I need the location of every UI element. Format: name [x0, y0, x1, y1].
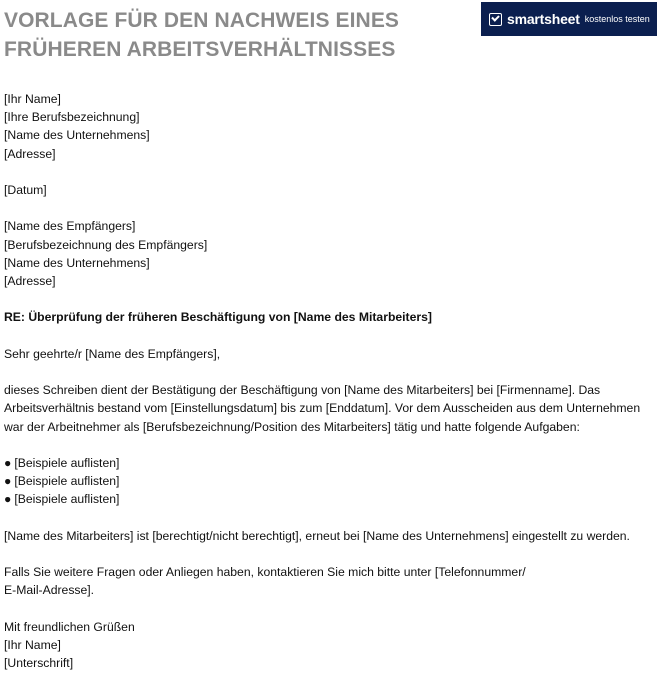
subject-line: RE: Überprüfung der früheren Beschäftigung von [Name des Mitarbeiters]: [4, 310, 432, 325]
list-item: [4, 472, 654, 490]
bullet-icon: ●: [4, 492, 12, 507]
recipient-job-title: [Berufsbezeichnung des Empfängers]: [4, 237, 208, 252]
duties-list: [4, 454, 654, 509]
body-line-3: war der Arbeitnehmer als [Berufsbezeichnung/Position des Mitarbeiters] tätig und hatte folgende Aufgaben:: [4, 419, 580, 434]
document-title: [4, 6, 474, 64]
recipient-company: [Name des Unternehmens]: [4, 255, 150, 270]
list-item-text: [Beispiele auflisten]: [14, 455, 120, 470]
body-paragraph: [4, 381, 654, 436]
signature-placeholder: [Unterschrift]: [4, 656, 74, 671]
sender-company: [Name des Unternehmens]: [4, 128, 150, 143]
list-item: [4, 490, 654, 508]
list-item-text: [Beispiele auflisten]: [14, 474, 120, 489]
sender-job-title: [Ihre Berufsbezeichnung]: [4, 110, 140, 125]
sender-block: [4, 90, 654, 163]
smartsheet-banner[interactable]: [481, 2, 657, 36]
salutation: Sehr geehrte/r [Name des Empfängers],: [4, 346, 221, 361]
title-line-2: FRÜHEREN ARBEITSVERHÄLTNISSES: [4, 38, 396, 61]
bullet-icon: ●: [4, 455, 12, 470]
letter-date: [Datum]: [4, 183, 47, 197]
rehire-statement: [Name des Mitarbeiters] ist [berechtigt/nicht berechtigt], erneut bei [Name des Unternehmens] eingestellt zu werden.: [4, 528, 630, 543]
recipient-block: [4, 217, 654, 290]
closing-block: [4, 618, 654, 673]
list-item-text: [Beispiele auflisten]: [14, 492, 120, 507]
smartsheet-logo-icon: [489, 13, 502, 26]
body-line-2: Arbeitsverhältnis bestand vom [Einstellungsdatum] bis zum [Enddatum]. Vor dem Ausscheiden aus dem Unternehmen: [4, 401, 641, 416]
list-item: [4, 454, 654, 472]
recipient-name: [Name des Empfängers]: [4, 219, 136, 234]
brand-name: smartsheet: [507, 11, 580, 27]
closing-phrase: Mit freundlichen Grüßen: [4, 619, 135, 634]
contact-paragraph: [4, 563, 654, 599]
free-trial-link[interactable]: kostenlos testen: [584, 14, 650, 24]
closing-name: [Ihr Name]: [4, 637, 61, 652]
recipient-address: [Adresse]: [4, 274, 56, 288]
contact-line-2: E-Mail-Adresse].: [4, 583, 95, 598]
contact-line-1: Falls Sie weitere Fragen oder Anliegen haben, kontaktieren Sie mich bitte unter [Telefonnummer/: [4, 565, 526, 580]
bullet-icon: ●: [4, 474, 12, 489]
title-line-1: VORLAGE FÜR DEN NACHWEIS EINES: [4, 9, 400, 32]
body-line-1: dieses Schreiben dient der Bestätigung der Beschäftigung von [Name des Mitarbeiters] bei [Firmenname]. Das: [4, 383, 601, 398]
sender-name: [Ihr Name]: [4, 92, 61, 106]
letter-body: [4, 90, 654, 672]
sender-address: [Adresse]: [4, 146, 56, 161]
